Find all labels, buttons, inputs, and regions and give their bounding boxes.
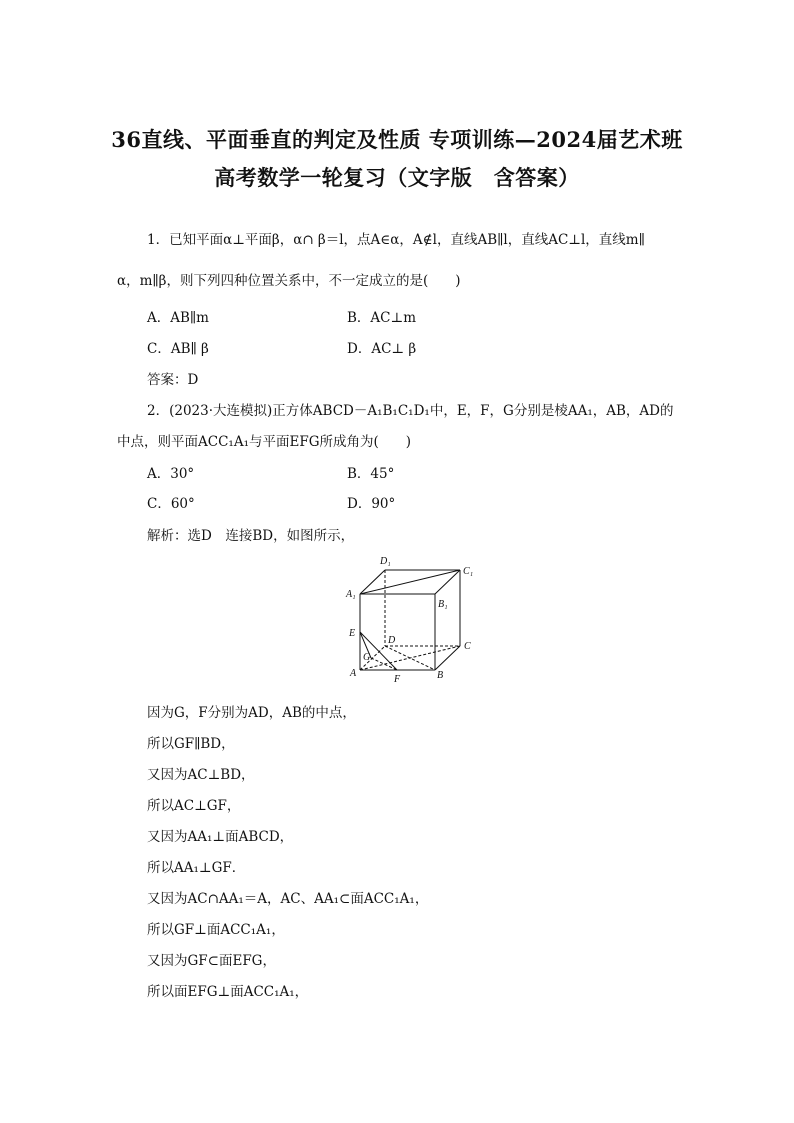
label-g: G: [363, 652, 371, 663]
proof-line: 所以面EFG⊥面ACC₁A₁，: [147, 984, 309, 1000]
q2-analysis: 解析：选D 连接BD，如图所示，: [147, 528, 355, 544]
hidden-segment-gf: [371, 658, 397, 670]
proof-line: 所以GF∥BD，: [147, 736, 235, 752]
label-c1: C₁: [463, 566, 474, 577]
q2-option-a: A．30°: [147, 466, 195, 482]
q2-option-b: B．45°: [347, 466, 395, 482]
q1-option-a: A．AB∥m: [147, 310, 209, 326]
label-a1: A₁: [346, 589, 356, 600]
q1-answer: 答案：D: [147, 372, 199, 388]
q2-stem-line-2: 中点，则平面ACC₁A₁与平面EFG所成角为( ): [117, 434, 412, 450]
hidden-diagonal-bd: [385, 646, 435, 670]
label-b1: B₁: [438, 599, 448, 610]
edge-bc: [435, 646, 460, 670]
q1-option-c: C．AB∥ β: [147, 341, 209, 357]
label-e: E: [349, 628, 356, 639]
proof-line: 又因为AC∩AA₁＝A，AC、AA₁⊂面ACC₁A₁，: [147, 891, 429, 907]
label-f: F: [394, 674, 401, 684]
label-a: A: [350, 668, 357, 679]
label-b: B: [437, 670, 444, 681]
q2-option-d: D．90°: [347, 496, 396, 512]
proof-line: 又因为AC⊥BD，: [147, 767, 255, 783]
q1-stem-line-1: 1．已知平面α⊥平面β，α∩ β＝l，点A∈α，A∉l，直线AB∥l，直线AC⊥l，直线m∥: [147, 232, 645, 248]
proof-line: 因为G，F分别为AD，AB的中点，: [147, 705, 356, 721]
edge-b1c1: [435, 570, 460, 594]
edge-a1d1: [360, 570, 385, 594]
label-c: C: [464, 641, 471, 652]
q2-option-c: C．60°: [147, 496, 195, 512]
diagonal-a1c1: [360, 570, 460, 594]
q1-stem-line-2: α，m∥β，则下列四种位置关系中，不一定成立的是( ): [117, 273, 461, 289]
proof-line: 又因为AA₁⊥面ABCD，: [147, 829, 294, 845]
q1-option-d: D．AC⊥ β: [347, 341, 417, 357]
proof-line: 所以AA₁⊥GF．: [147, 860, 246, 876]
title-line-1: 36直线、平面垂直的判定及性质 专项训练—2024届艺术班: [111, 127, 683, 152]
cube-figure: [338, 552, 488, 684]
q1-option-b: B．AC⊥m: [347, 310, 416, 326]
proof-line: 所以GF⊥面ACC₁A₁，: [147, 922, 285, 938]
proof-line: 所以AC⊥GF，: [147, 798, 241, 814]
label-d: D: [388, 635, 396, 646]
q2-stem-line-1: 2．(2023·大连模拟)正方体ABCD－A₁B₁C₁D₁中，E，F，G分别是棱AA₁，AB，AD的: [147, 403, 674, 419]
title-line-2: 高考数学一轮复习（文字版 含答案）: [214, 165, 580, 190]
label-d1: D₁: [380, 556, 391, 567]
proof-line: 又因为GF⊂面EFG，: [147, 953, 276, 969]
